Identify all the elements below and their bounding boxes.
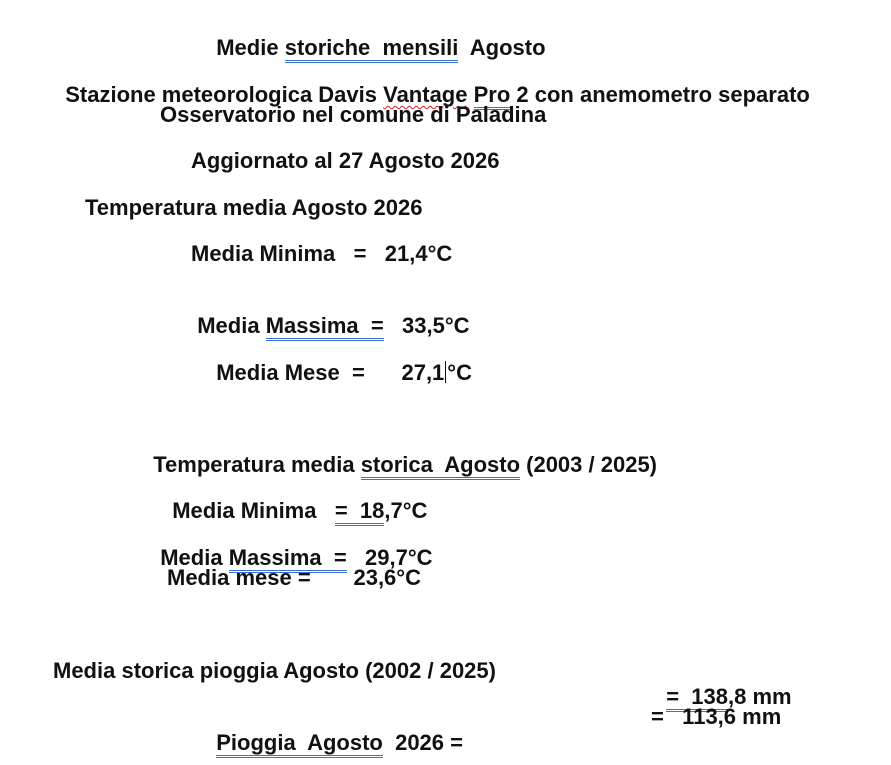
historic-min-label: Media Minima xyxy=(172,498,335,523)
title-month: Agosto xyxy=(458,35,546,60)
historic-min-value-underlined: = 18 xyxy=(335,498,385,526)
title-text-underlined: storiche mensili xyxy=(285,35,459,63)
rain-current-label-year: 2026 = xyxy=(382,730,463,755)
title xyxy=(204,9,546,61)
rain-historic-value-underlined: = 138 xyxy=(666,684,728,712)
current-month-label: Media Mese = 27,1 xyxy=(216,360,445,385)
title-text: Medie xyxy=(216,35,285,60)
historic-max-label: Media xyxy=(160,545,229,570)
current-max-label-underlined: Massima = xyxy=(266,313,384,341)
historic-max-value: 29,7°C xyxy=(346,545,433,570)
rain-historic-label: Media storica pioggia Agosto (2002 / 2025) xyxy=(53,658,496,683)
historic-heading-underlined: storica Agosto xyxy=(361,452,520,480)
rain-current-label xyxy=(204,704,463,756)
historic-min xyxy=(160,472,427,524)
rain-current-label-underlined: Pioggia Agosto xyxy=(216,730,383,758)
station-line xyxy=(53,56,810,108)
station-text-end: 2 con anemometro separato xyxy=(510,82,810,107)
rain-historic-value-rest: ,8 mm xyxy=(728,684,792,709)
historic-month: Media mese = 23,6°C xyxy=(167,565,421,590)
current-min: Media Minima = 21,4°C xyxy=(191,241,453,266)
current-month xyxy=(204,334,472,386)
historic-heading xyxy=(141,426,657,478)
station-brand: Vantage xyxy=(383,82,468,107)
historic-max xyxy=(148,519,433,571)
observatory-line: Osservatorio nel comune di Paladina xyxy=(160,102,547,127)
historic-max-label-underlined: Massima = xyxy=(229,545,347,573)
station-model: Pro xyxy=(474,82,511,110)
historic-heading-years: (2003 / 2025) xyxy=(520,452,657,477)
historic-min-value: ,7°C xyxy=(384,498,428,523)
current-max xyxy=(185,287,470,339)
station-text: Stazione meteorologica Davis xyxy=(65,82,384,107)
historic-heading-text: Temperatura media xyxy=(153,452,361,477)
current-max-value: 33,5°C xyxy=(383,313,470,338)
updated-line: Aggiornato al 27 Agosto 2026 xyxy=(191,148,500,173)
rain-current-value: = 113,6 mm xyxy=(651,704,782,729)
current-heading: Temperatura media Agosto 2026 xyxy=(85,195,423,220)
current-max-label: Media xyxy=(197,313,266,338)
rain-historic-value xyxy=(654,658,792,710)
current-month-unit: °C xyxy=(447,360,472,385)
